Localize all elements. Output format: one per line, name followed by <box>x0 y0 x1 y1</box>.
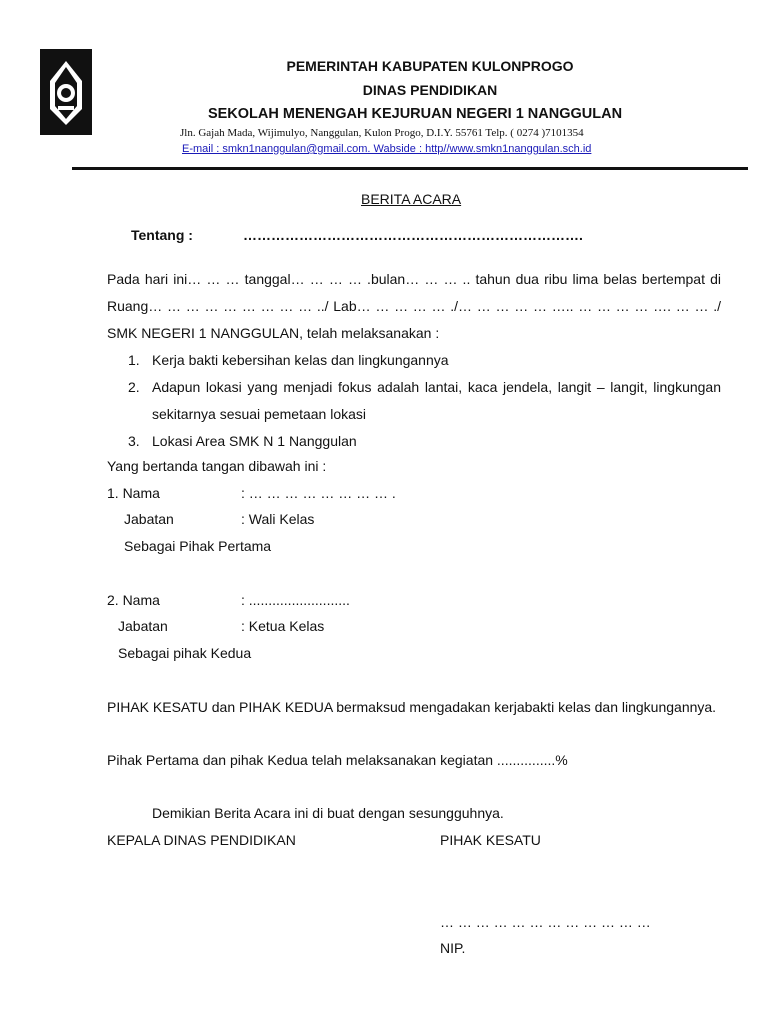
closing-statement: Demikian Berita Acara ini di buat dengan sesungguhnya. <box>152 805 504 821</box>
party1-position-label: Jabatan <box>124 511 174 527</box>
list-item-text: Kerja bakti kebersihan kelas dan lingkungannya <box>152 352 449 368</box>
agency-name: DINAS PENDIDIKAN <box>362 82 498 98</box>
intent-paragraph: PIHAK KESATU dan PIHAK KEDUA bermaksud mengadakan kerjabakti kelas dan lingkungannya. <box>107 699 717 715</box>
party2-name-value: : .......................... <box>241 592 350 608</box>
list-item-number: 3. <box>128 433 140 449</box>
document-title: BERITA ACARA <box>361 191 462 207</box>
regency-emblem-logo <box>40 49 92 135</box>
party1-position-value: : Wali Kelas <box>241 511 315 527</box>
letterhead-divider <box>72 167 748 170</box>
list-item-text: Adapun lokasi yang menjadi fokus adalah lantai, kaca jendela, langit – langit, lingkungan sekitarnya sesuai pemetaan lokasi <box>152 379 721 422</box>
list-item <box>128 428 721 455</box>
list-item <box>128 347 721 374</box>
opening-paragraph: Pada hari ini… … … tanggal… … … … .bulan… … … .. tahun dua ribu lima belas bertempat di Ruang… … … … … … … … … ../ Lab… … … … … ./… … … … … ….. … … … … …. … … ./ SMK NEGERI 1 NANGGULAN, telah melaksanakan : <box>107 271 721 341</box>
subject-value: ………………………………………………………………. <box>243 227 583 243</box>
list-item-text: Lokasi Area SMK N 1 Nanggulan <box>152 433 357 449</box>
activity-list <box>128 347 721 455</box>
party2-position-label: Jabatan <box>118 618 168 634</box>
party2-role: Sebagai pihak Kedua <box>118 645 252 661</box>
signature-line: … … … … … … … … … … … … <box>440 914 651 930</box>
party1-name-label: 1. Nama <box>107 485 160 501</box>
party1-name-value: : … … … … … … … … . <box>241 485 396 501</box>
subject-label: Tentang : <box>131 227 193 243</box>
government-name: PEMERINTAH KABUPATEN KULONPROGO <box>286 58 574 74</box>
signers-intro: Yang bertanda tangan dibawah ini : <box>107 458 327 474</box>
party2-name-label: 2. Nama <box>107 592 160 608</box>
list-item-number: 1. <box>128 352 140 368</box>
party1-role: Sebagai Pihak Pertama <box>124 538 272 554</box>
nip-label: NIP. <box>440 940 466 956</box>
party2-position-value: : Ketua Kelas <box>241 618 325 634</box>
school-contact-link[interactable]: E-mail : smkn1nanggulan@gmail.com. Wabside : http//www.smkn1nanggulan.sch.id <box>182 143 592 155</box>
completion-line: Pihak Pertama dan pihak Kedua telah melaksanakan kegiatan ...............% <box>107 752 568 768</box>
list-item-number: 2. <box>128 379 140 395</box>
school-address: Jln. Gajah Mada, Wijimulyo, Nanggulan, Kulon Progo, D.I.Y. 55761 Telp. ( 0274 )7101354 <box>180 127 584 139</box>
signature-left-title: KEPALA DINAS PENDIDIKAN <box>107 832 296 848</box>
signature-right-title: PIHAK KESATU <box>440 832 541 848</box>
school-name: SEKOLAH MENENGAH KEJURUAN NEGERI 1 NANGGULAN <box>207 106 623 122</box>
list-item <box>128 374 721 428</box>
